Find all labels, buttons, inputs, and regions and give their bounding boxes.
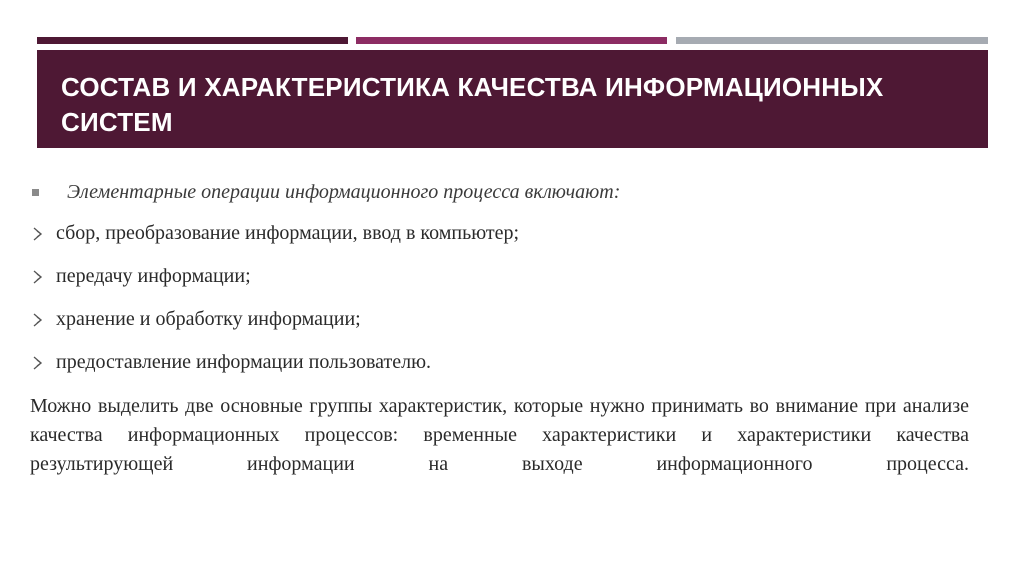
decor-bar-gray [676, 37, 988, 44]
body-paragraph: Можно выделить две основные группы характеристик, которые нужно принимать во внимание при анализе качества информационных процессов: временные характеристики и характеристики качества результирующей информации на выходе информационного процесса. [30, 395, 969, 475]
list-item-text: хранение и обработку информации; [56, 308, 361, 330]
list-item [30, 212, 970, 255]
intro-line [30, 172, 970, 212]
slide-body [30, 172, 970, 499]
decor-bar-dark [37, 37, 348, 44]
slide-title: СОСТАВ И ХАРАКТЕРИСТИКА КАЧЕСТВА ИНФОРМАЦИОННЫХ СИСТЕМ [61, 72, 884, 137]
decor-bar-magenta [356, 37, 667, 44]
list-item [30, 341, 970, 384]
chevron-arrow-icon [30, 311, 48, 329]
title-banner [37, 50, 988, 148]
operations-list [30, 212, 970, 384]
list-item [30, 255, 970, 298]
list-item-text: сбор, преобразование информации, ввод в компьютер; [56, 222, 520, 244]
chevron-arrow-icon [30, 268, 48, 286]
list-item [30, 298, 970, 341]
list-item-text: передачу информации; [56, 265, 251, 287]
list-item-text: предоставление информации пользователю. [56, 351, 432, 373]
chevron-arrow-icon [30, 354, 48, 372]
square-bullet-icon [32, 189, 39, 196]
intro-text: Элементарные операции информационного процесса включают: [67, 180, 621, 203]
chevron-arrow-icon [30, 225, 48, 243]
